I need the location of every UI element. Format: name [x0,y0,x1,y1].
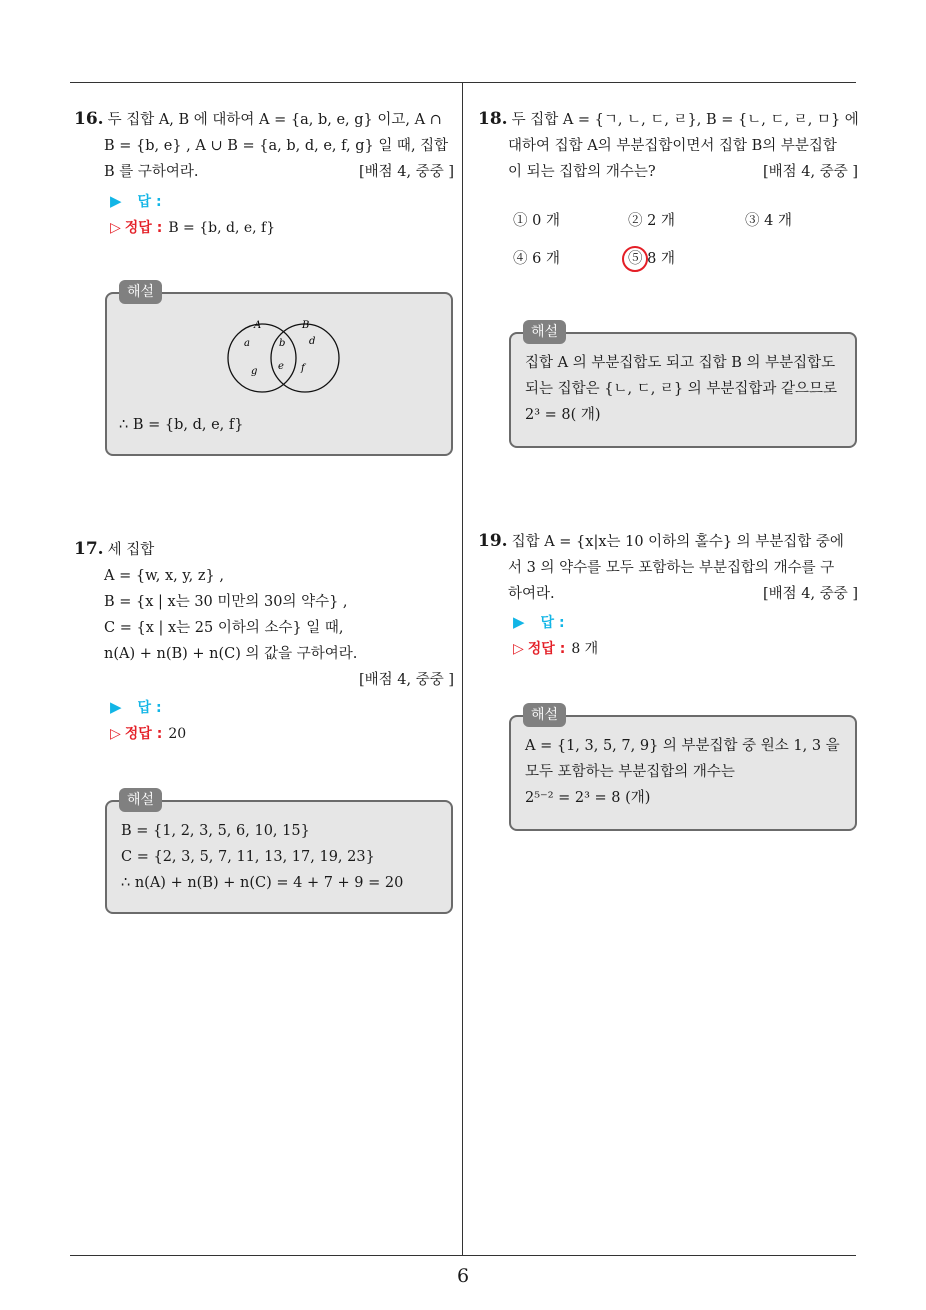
correct-label: 정답 : [124,726,163,742]
explanation-line: B = {1, 2, 3, 5, 6, 10, 15} [121,823,310,839]
question-text-line: 세 집합 [107,542,155,558]
answer-label: 답 : [137,194,162,210]
score-label: [배점 4, 중중 ] [762,164,858,180]
answer-line [110,188,162,215]
question-text-line: A = {w, x, y, z} , [104,568,224,584]
venn-element: f [301,363,305,374]
explanation-line: 되는 집합은 {ㄴ, ㄷ, ㄹ} 의 부분집합과 같으므로 [525,381,838,397]
outline-triangle-icon: ▷ [110,726,121,742]
venn-element: a [244,338,250,349]
question-text-line: B = {x | x는 30 미만의 30의 약수} , [104,594,348,610]
question-18 [478,106,858,185]
venn-diagram [217,316,357,406]
choice-5[interactable]: ⑤ 8 개 [628,251,675,267]
outline-triangle-icon: ▷ [110,220,121,236]
explanation-tag: 해설 [523,320,566,344]
top-rule [70,82,856,83]
page-number: 6 [456,1265,470,1287]
explanation-line: 2³ = 8( 개) [525,407,601,423]
question-text-line: B 를 구하여라. [104,164,199,180]
score-label: [배점 4, 중중 ] [358,672,454,688]
answer-line [110,694,162,721]
answer-line [513,609,565,636]
play-icon: ▶ [110,192,122,210]
question-16 [74,106,454,185]
question-text-line: C = {x | x는 25 이하의 소수} 일 때, [104,620,344,636]
explanation-box [509,324,857,448]
venn-element: e [278,361,284,372]
venn-element: d [309,336,316,347]
correct-value: 8 개 [571,641,599,657]
correct-answer-line [110,721,186,747]
choice-2[interactable]: ② 2 개 [628,213,675,229]
score-label: [배점 4, 중중 ] [762,586,858,602]
selected-answer-circle [622,246,648,272]
venn-element: g [251,366,258,377]
venn-label-b: B [302,320,310,331]
explanation-line: A = {1, 3, 5, 7, 9} 의 부분집합 중 원소 1, 3 을 [525,738,840,754]
correct-answer-line [110,215,275,241]
correct-answer-line [513,636,598,662]
explanation-line: 2⁵⁻² = 2³ = 8 (개) [525,790,651,806]
explanation-box [105,284,453,456]
question-text-line: 두 집합 A, B 에 대하여 A = {a, b, e, g} 이고, A ∩ [107,112,442,128]
explanation-tag: 해설 [523,703,566,727]
outline-triangle-icon: ▷ [513,641,524,657]
choice-3[interactable]: ③ 4 개 [745,213,792,229]
correct-label: 정답 : [124,220,163,236]
venn-element: b [279,338,286,349]
question-text-line: 이 되는 집합의 개수는? [508,164,656,180]
choice-4[interactable]: ④ 6 개 [513,251,560,267]
question-text-line: 두 집합 A = {ㄱ, ㄴ, ㄷ, ㄹ}, B = {ㄴ, ㄷ, ㄹ, ㅁ} 에 [511,112,859,128]
question-number: 19. [478,531,508,551]
explanation-line: ∴ n(A) + n(B) + n(C) = 4 + 7 + 9 = 20 [121,875,404,891]
venn-circle-b [271,324,339,392]
column-divider [462,82,463,1256]
answer-label: 답 : [137,700,162,716]
choice-1[interactable]: ① 0 개 [513,213,560,229]
question-text-line: B = {b, e} , A ∪ B = {a, b, d, e, f, g} 일 때, 집합 [104,138,449,154]
question-text-line: 서 3 의 약수를 모두 포함하는 부분집합의 개수를 구 [508,560,835,576]
question-number: 18. [478,109,508,129]
answer-label: 답 : [540,615,565,631]
score-label: [배점 4, 중중 ] [358,164,454,180]
question-17 [74,536,454,693]
play-icon: ▶ [513,613,525,631]
venn-circle-a [228,324,296,392]
correct-value: 20 [168,726,187,742]
correct-value: B = {b, d, e, f} [168,220,276,236]
venn-label-a: A [254,320,262,331]
explanation-box [105,792,453,914]
question-19 [478,528,858,607]
question-text-line: 대하여 집합 A의 부분집합이면서 집합 B의 부분집합 [508,138,837,154]
explanation-box [509,707,857,831]
explanation-conclusion: ∴ B = {b, d, e, f} [119,417,244,433]
question-text-line: n(A) + n(B) + n(C) 의 값을 구하여라. [104,646,358,662]
explanation-line: 집합 A 의 부분집합도 되고 집합 B 의 부분집합도 [525,355,836,371]
explanation-line: 모두 포함하는 부분집합의 개수는 [525,764,735,780]
play-icon: ▶ [110,698,122,716]
question-number: 17. [74,539,104,559]
explanation-tag: 해설 [119,788,162,812]
question-text-line: 하여라. [508,586,555,602]
explanation-tag: 해설 [119,280,162,304]
question-text-line: 집합 A = {x|x는 10 이하의 홀수} 의 부분집합 중에 [511,534,844,550]
bottom-rule [70,1255,856,1256]
correct-label: 정답 : [527,641,566,657]
question-number: 16. [74,109,104,129]
explanation-line: C = {2, 3, 5, 7, 11, 13, 17, 19, 23} [121,849,375,865]
